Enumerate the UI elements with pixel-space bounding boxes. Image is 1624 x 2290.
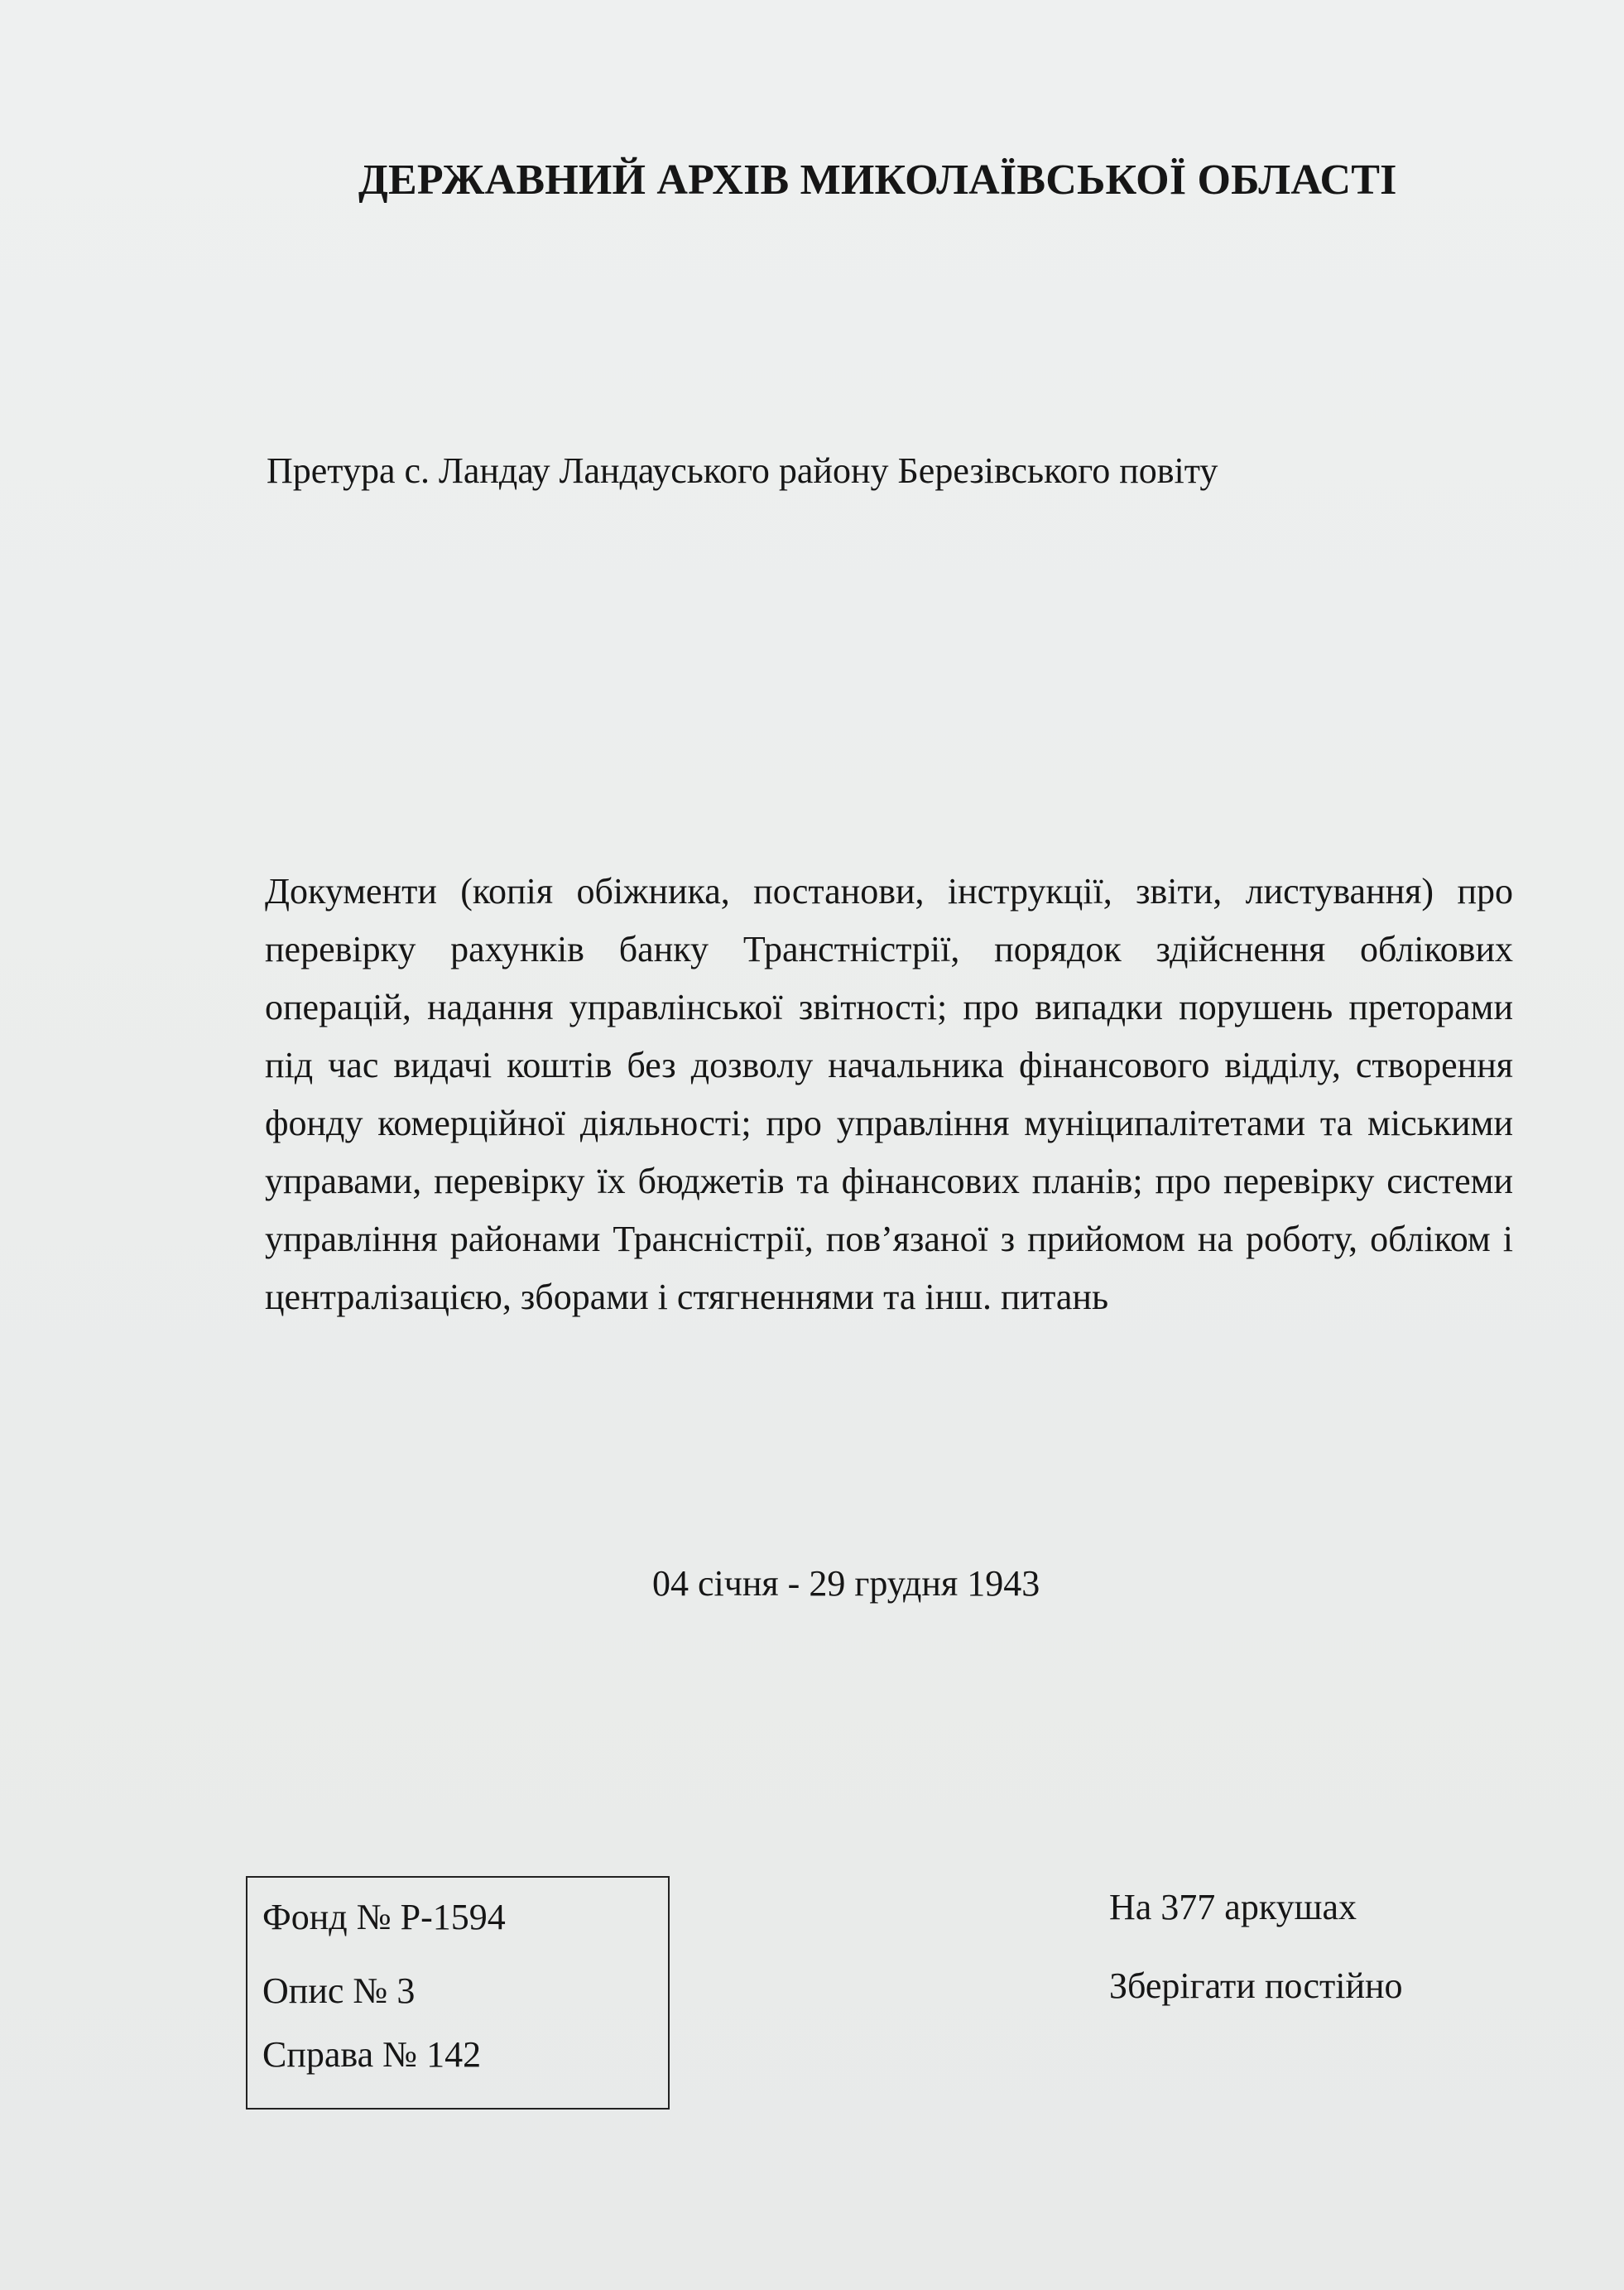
sheet-count: На 377 аркушах — [1109, 1887, 1357, 1927]
date-range: 04 січня - 29 грудня 1943 — [652, 1563, 1040, 1604]
archival-reference-box — [246, 1876, 670, 2110]
case-description: Документи (копія обіжника, постанови, інструкції, звіти, листування) про перевірку рахунків банку Транстністрії, порядок здійснення облікових операцій, надання управлінської звітності; про випадки порушень преторами під час видачі коштів без дозволу начальника фінансового відділу, створення фонду комерційної діяльності; про управління муніципалітетами та міськими управами, перевірку їх бюджетів та фінансових планів; про перевірку системи управління районами Трансністрії, пов’язаної з прийомом на роботу, обліком і централізацією, зборами і стягненнями та інш. питань — [265, 871, 1513, 1317]
institution-name: Претура с. Ландау Ландауського району Березівського повіту — [267, 450, 1218, 491]
fond-number: Фонд № Р-1594 — [262, 1897, 506, 1937]
sprava-number: Справа № 142 — [262, 2034, 482, 2075]
storage-term: Зберігати постійно — [1109, 1965, 1403, 2006]
opys-number: Опис № 3 — [262, 1970, 416, 2011]
archive-title: ДЕРЖАВНИЙ АРХІВ МИКОЛАЇВСЬКОЇ ОБЛАСТІ — [358, 156, 1397, 204]
